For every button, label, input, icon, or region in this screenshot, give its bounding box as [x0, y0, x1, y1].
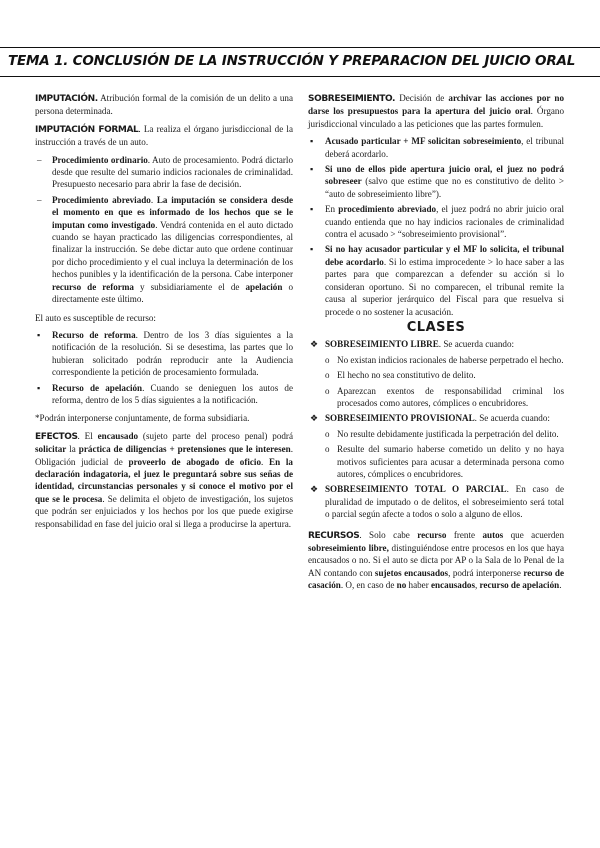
libre-sublist — [308, 354, 564, 410]
diamond-bullet-icon: ❖ — [310, 413, 319, 424]
imputacion-formal-heading: IMPUTACIÓN FORMAL — [35, 124, 139, 135]
list-item: o El hecho no sea constitutivo de delito. — [325, 370, 476, 381]
imputacion-paragraph: IMPUTACIÓN. Atribución formal de la comisión de un delito a una persona determinada. — [35, 93, 294, 117]
diamond-bullet-icon: ❖ — [310, 339, 319, 350]
circle-bullet-icon: o — [325, 354, 330, 365]
sobreseimiento-list — [308, 135, 564, 318]
list-item: o Resulte del sumario haberse cometido un delito y no haya motivos suficientes para acusar a determinada persona como autores, cómplices o encubridores. — [325, 444, 564, 479]
clases-list-3 — [308, 483, 564, 520]
recursos-heading: RECURSOS — [308, 530, 360, 541]
imputacion-formal-paragraph: IMPUTACIÓN FORMAL. La realiza el órgano jurisdiccional de la instrucción a través de un auto. — [35, 123, 293, 148]
list-item: o No existan indicios racionales de haberse perpetrado el hecho. — [325, 354, 564, 365]
list-item: ❖ SOBRESEIMIENTO PROVISIONAL. Se acuerda cuando: — [310, 413, 550, 424]
dash-bullet-icon: – — [37, 194, 42, 205]
right-column — [308, 92, 564, 597]
square-bullet-icon: ▪ — [310, 164, 314, 175]
list-item: o Aparezcan exentos de responsabilidad criminal los procesados como autores, cómplices o encubridores. — [325, 385, 564, 408]
procedimientos-list — [35, 154, 293, 306]
square-bullet-icon: ▪ — [310, 244, 314, 255]
list-item: ▪ Si no hay acusador particular y el MF lo solicita, el tribunal debe acordarlo. Si lo estima improcedente > lo hace saber a las partes para que comparezcan a defender su acción si lo consideran oportuno. Si no comparecen, el tribunal remite la causa al superior jerárquico del Fiscal para que resuelva si procede o no sostener la acusación. — [310, 244, 565, 317]
sobreseimiento-paragraph: SOBRESEIMIENTO. Decisión de archivar las acciones por no darse los presupuestos para la apertura del juicio oral. Órgano jurisdiccional vinculado a las peticiones que las partes formulen. — [308, 93, 565, 129]
list-item: ❖ SOBRESEIMIENTO TOTAL O PARCIAL. En caso de pluralidad de imputado o de delitos, el sobreseimiento será total o parcial según afecte a todos o solo a alguno de ellos. — [310, 484, 565, 520]
clases-list — [308, 338, 564, 350]
circle-bullet-icon: o — [325, 370, 330, 381]
recurso-intro: El auto es susceptible de recurso: — [35, 312, 156, 323]
list-item: ▪ Si uno de ellos pide apertura juicio oral, el juez no podrá sobreseer (salvo que estime que no es constitutivo de delito > “auto de sobreseimiento libre”). — [310, 164, 564, 199]
list-item: ▪ En procedimiento abreviado, el juez podrá no abrir juicio oral cuando entienda que no hay indicios racionales de criminalidad contra el acusado > “sobreseimiento provisional”. — [310, 204, 564, 240]
efectos-heading: EFECTOS — [35, 431, 78, 442]
list-item: – Procedimiento abreviado. La imputación se considera desde el momento en que es informado de los hechos que se le imputan como investigado. Vendrá contenida en el auto dictado cuando se hayan practicado las diligencias correspondientes, al finalizar la instrucción. Se debe dictar auto que ordene continuar por dicho procedimiento y el cual incluya la determinación de los hechos punibles y la identificación de la persona. Cabe interponer recurso de reforma y subsidiariamente el de apelación o directamente este último. — [37, 194, 294, 305]
list-item: ▪ Acusado particular + MF solicitan sobreseimiento, el tribunal deberá acordarlo. — [310, 136, 564, 159]
clases-heading: CLASES — [406, 319, 466, 335]
clases-list-2 — [308, 412, 564, 424]
list-item: – Procedimiento ordinario. Auto de procesamiento. Podrá dictarlo desde que resulte del sumario indicios racionales de criminalidad. Presupuesto necesario para abrir la fase de decisión. — [37, 154, 293, 190]
recursos-paragraph: RECURSOS. Solo cabe recurso frente autos que acuerden sobreseimiento libre, distinguiéndose entre procesos en los que haya encausados o no. Si el auto se dicta por AP o la Sala de lo Penal de la AN contando con sujetos encausados, podrá interponerse recurso de casación. O, en caso de no haber encausados, recurso de apelación. — [308, 529, 565, 591]
square-bullet-icon: ▪ — [310, 204, 314, 215]
diamond-bullet-icon: ❖ — [310, 484, 319, 495]
sobreseimiento-heading: SOBRESEIMIENTO. — [308, 94, 396, 104]
page-title: TEMA 1. CONCLUSIÓN DE LA INSTRUCCIÓN Y PREPARACION DEL JUICIO ORAL — [8, 53, 576, 69]
provisional-sublist — [308, 428, 564, 481]
circle-bullet-icon: o — [325, 428, 330, 439]
recursos-list — [35, 329, 293, 406]
left-column — [35, 92, 293, 535]
square-bullet-icon: ▪ — [37, 382, 41, 393]
circle-bullet-icon: o — [325, 385, 330, 396]
square-bullet-icon: ▪ — [37, 329, 41, 340]
dash-bullet-icon: – — [37, 154, 42, 165]
list-item: ▪ Recurso de reforma. Dentro de los 3 días siguientes a la notificación de la resolución. Si se desestima, las partes que lo hubieran solicitado podrán reproducir ante la Audiencia correspondiente la petición de procesamiento formulada. — [37, 329, 293, 378]
list-item: ▪ Recurso de apelación. Cuando se denieguen los autos de reforma, dentro de los 5 días siguientes a la notificación. — [37, 382, 293, 405]
circle-bullet-icon: o — [325, 444, 330, 455]
square-bullet-icon: ▪ — [310, 136, 314, 147]
list-item: o No resulte debidamente justificada la perpetración del delito. — [325, 428, 559, 439]
list-item: ❖ SOBRESEIMIENTO LIBRE. Se acuerda cuando: — [310, 339, 515, 350]
title-bar — [0, 47, 600, 77]
nota-paragraph: *Podrán interponerse conjuntamente, de forma subsidiaria. — [35, 413, 250, 424]
efectos-paragraph: EFECTOS. El encausado (sujeto parte del proceso penal) podrá solicitar la práctica de diligencias + pretensiones que le interesen. Obligación judicial de proveerlo de abogado de oficio. En la declaración indagatoria, el juez le preguntará sobre sus señas de identidad, circunstancias personales y si conoce el motivo por el que se le procesa. Se delimita el objeto de investigación, los sujetos que podrán ser enjuiciados y los hechos por los que puede exigirse responsabilidad en fase del juicio oral si llega a producirse la apertura. — [35, 430, 293, 529]
imputacion-heading: IMPUTACIÓN. — [35, 94, 98, 104]
